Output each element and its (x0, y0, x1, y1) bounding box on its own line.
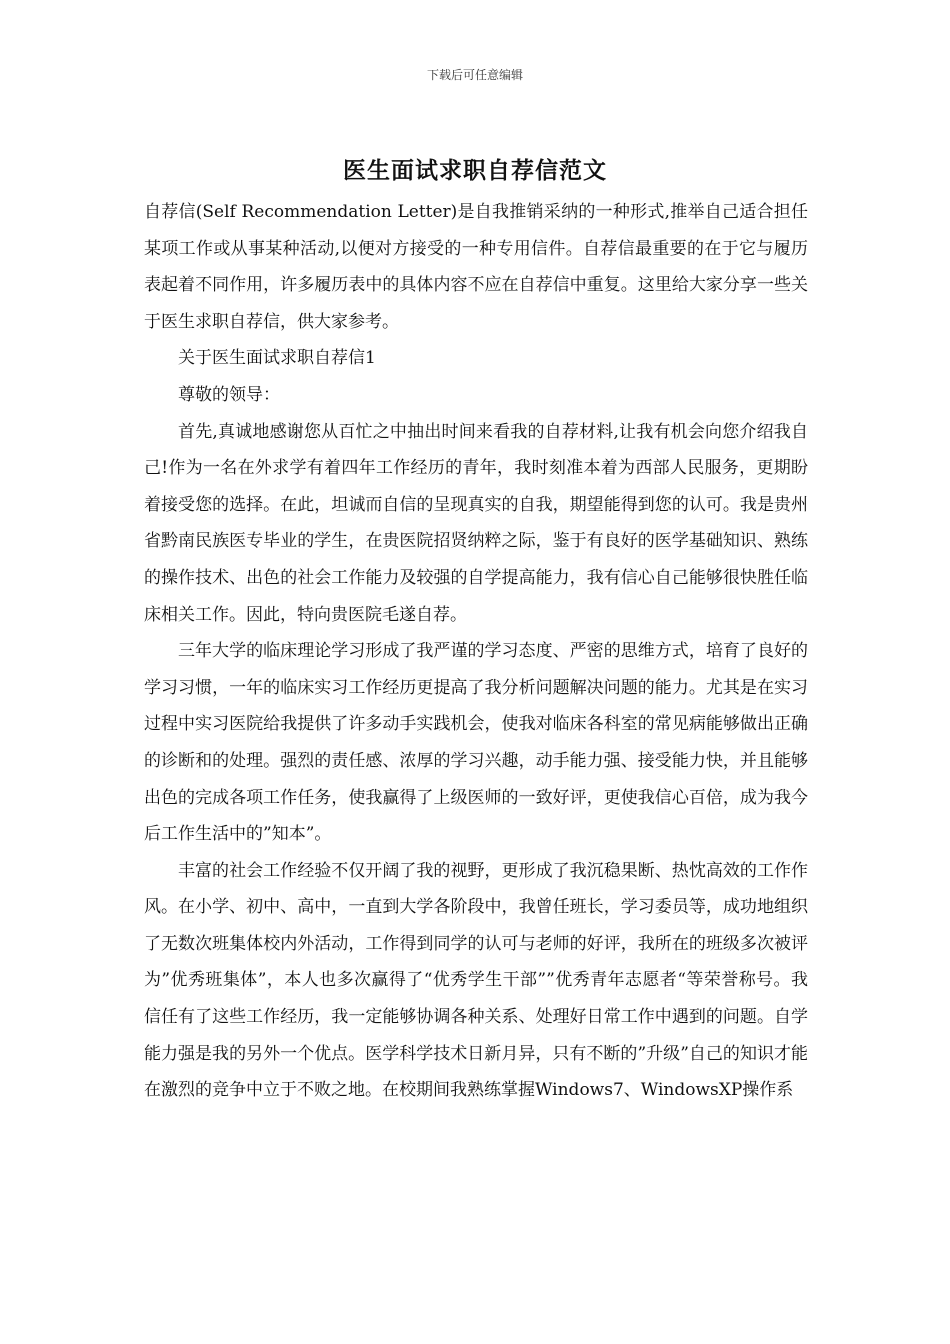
body-paragraph: 首先,真诚地感谢您从百忙之中抽出时间来看我的自荐材料,让我有机会向您介绍我自己!作为一名在外求学有着四年工作经历的青年，我时刻准本着为西部人民服务，更期盼着接受您的选择。在此，坦诚而自信的呈现真实的自我，期望能得到您的认可。我是贵州省黔南民族医专毕业的学生，在贵医院招贤纳粹之际，鉴于有良好的医学基础知识、熟练的操作技术、出色的社会工作能力及较强的自学提高能力，我有信心自己能够很快胜任临床相关工作。因此，特向贵医院毛遂自荐。 (144, 421, 808, 625)
header-note: 下载后可任意编辑 (426, 68, 523, 82)
document-title: 医生面试求职自荐信范文 (343, 157, 607, 184)
letter-heading: 关于医生面试求职自荐信1 (178, 348, 376, 369)
intro-paragraph: 自荐信(Self Recommendation Letter)是自我推销采纳的一种形式,推举自己适合担任某项工作或从事某种活动,以便对方接受的一种专用信件。自荐信最重要的在于它与履历表起着不同作用，许多履历表中的具体内容不应在自荐信中重复。这里给大家分享一些关于医生求职自荐信，供大家参考。 (144, 202, 808, 332)
salutation: 尊敬的领导： (178, 384, 280, 405)
body-paragraph: 丰富的社会工作经验不仅开阔了我的视野，更形成了我沉稳果断、热忱高效的工作作风。在小学、初中、高中，一直到大学各阶段中，我曾任班长，学习委员等，成功地组织了无数次班集体校内外活动，工作得到同学的认可与老师的好评，我所在的班级多次被评为”优秀班集体”，本人也多次赢得了“优秀学生干部””优秀青年志愿者“等荣誉称号。我信任有了这些工作经历，我一定能够协调各种关系、处理好日常工作中遇到的问题。自学能力强是我的另外一个优点。医学科学技术日新月异，只有不断的”升级”自己的知识才能在激烈的竞争中立于不败之地。在校期间我熟练掌握Windows7、WindowsXP操作系 (144, 860, 808, 1101)
document-body (144, 194, 808, 1109)
body-paragraph: 三年大学的临床理论学习形成了我严谨的学习态度、严密的思维方式，培育了良好的学习习惯，一年的临床实习工作经历更提高了我分析问题解决问题的能力。尤其是在实习过程中实习医院给我提供了许多动手实践机会，使我对临床各科室的常见病能够做出正确的诊断和的处理。强烈的责任感、浓厚的学习兴趣，动手能力强、接受能力快，并且能够出色的完成各项工作任务，使我赢得了上级医师的一致好评，更使我信心百倍，成为我今后工作生活中的”知本”。 (144, 641, 808, 845)
